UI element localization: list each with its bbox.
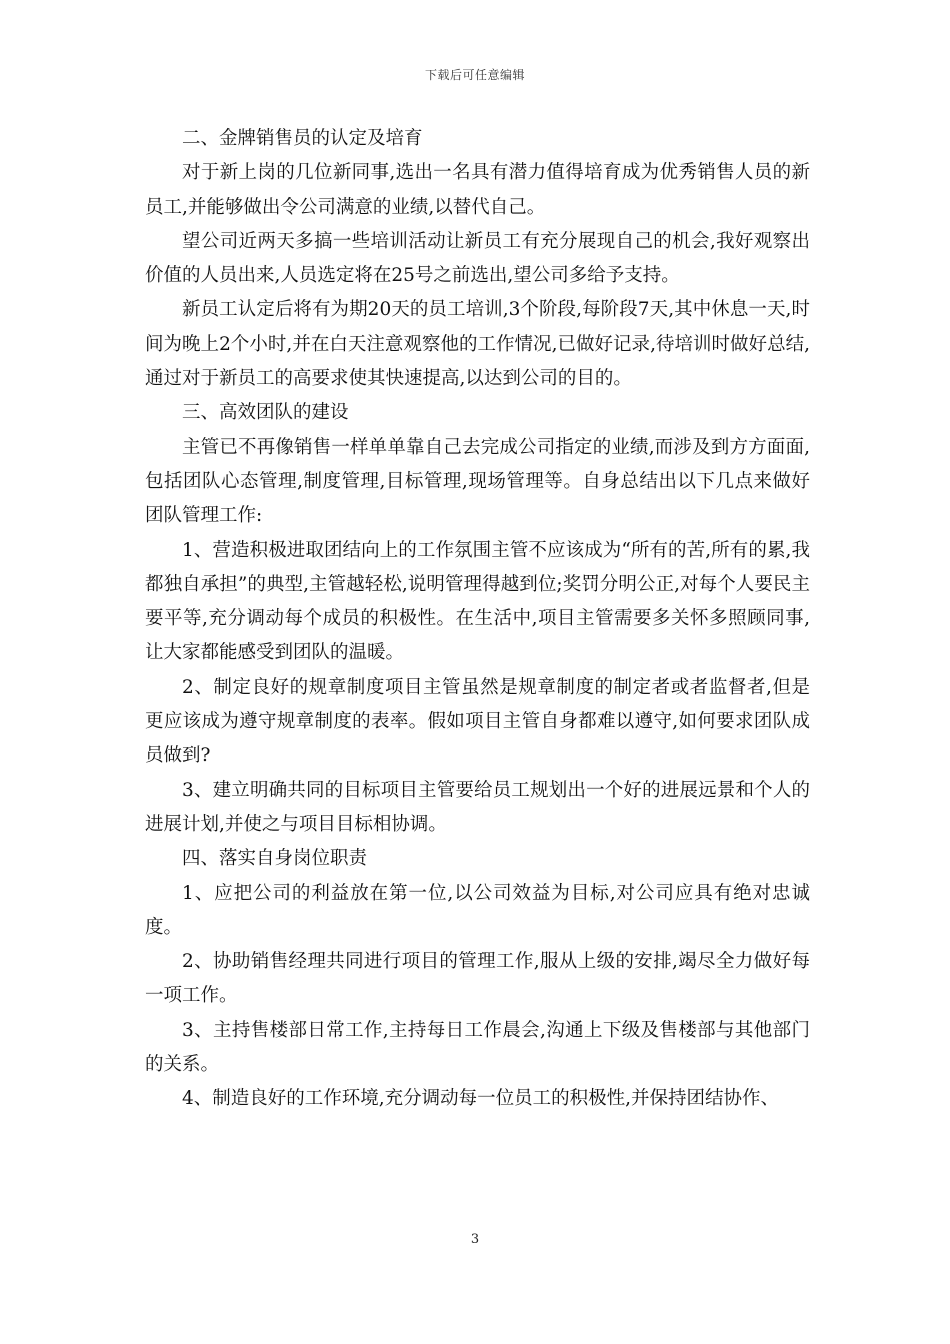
section-heading-4: 四、落实自身岗位职责 [182, 848, 368, 870]
paragraph: 3、建立明确共同的目标项目主管要给员工规划出一个好的进展远景和个人的进展计划,并使之与项目目标相协调。 [145, 779, 810, 835]
paragraph: 1、营造积极进取团结向上的工作氛围主管不应该成为“所有的苦,所有的累,我都独自承担”的典型,主管越轻松,说明管理得越到位;奖罚分明公正,对每个人要民主要平等,充分调动每个成员的积极性。在生活中,项目主管需要多关怀多照顾同事,让大家都能感受到团队的温暖。 [145, 539, 810, 664]
paragraph: 2、协助销售经理共同进行项目的管理工作,服从上级的安排,竭尽全力做好每一项工作。 [145, 951, 810, 1007]
page-number: 3 [470, 1232, 480, 1247]
paragraph: 3、主持售楼部日常工作,主持每日工作晨会,沟通上下级及售楼部与其他部门的关系。 [145, 1019, 810, 1076]
paragraph: 对于新上岗的几位新同事,选出一名具有潜力值得培育成为优秀销售人员的新员工,并能够做出令公司满意的业绩,以替代自己。 [145, 162, 810, 218]
header-note: 下载后可任意编辑 [424, 68, 525, 82]
paragraph: 2、制定良好的规章制度项目主管虽然是规章制度的制定者或者监督者,但是更应该成为遵守规章制度的表率。假如项目主管自身都难以遵守,如何要求团队成员做到? [145, 676, 810, 767]
paragraph: 望公司近两天多搞一些培训活动让新员工有充分展现自己的机会,我好观察出价值的人员出来,人员选定将在25号之前选出,望公司多给予支持。 [145, 230, 810, 287]
document-body [145, 122, 810, 1117]
section-heading-2: 二、金牌销售员的认定及培育 [182, 128, 423, 149]
paragraph: 4、制造良好的工作环境,充分调动每一位员工的积极性,并保持团结协作、 [182, 1088, 780, 1110]
paragraph: 主管已不再像销售一样单单靠自己去完成公司指定的业绩,而涉及到方方面面,包括团队心态管理,制度管理,目标管理,现场管理等。自身总结出以下几点来做好团队管理工作: [145, 436, 810, 527]
section-heading-3: 三、高效团队的建设 [182, 402, 349, 424]
paragraph: 新员工认定后将有为期20天的员工培训,3个阶段,每阶段7天,其中休息一天,时间为晚上2个小时,并在白天注意观察他的工作情况,已做好记录,待培训时做好总结,通过对于新员工的高要求使其快速提高,以达到公司的目的。 [145, 299, 810, 390]
paragraph: 1、应把公司的利益放在第一位,以公司效益为目标,对公司应具有绝对忠诚度。 [145, 882, 810, 938]
